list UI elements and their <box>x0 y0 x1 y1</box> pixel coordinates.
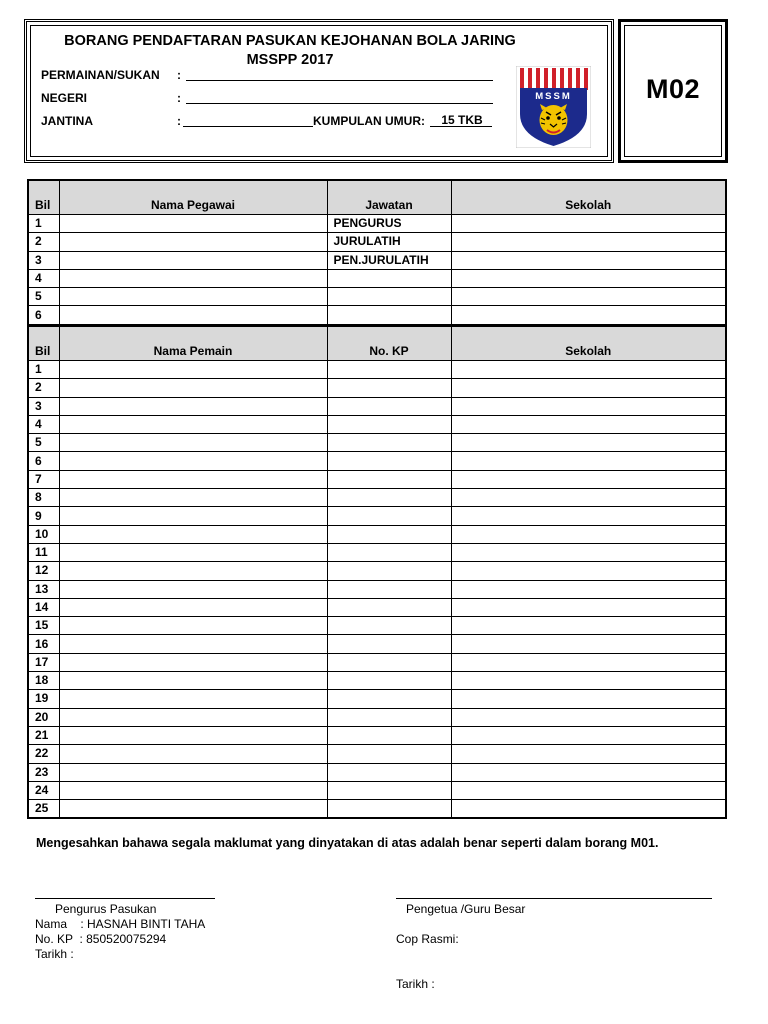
nama-pemain-cell[interactable] <box>59 580 327 598</box>
table-row <box>28 635 726 653</box>
sekolah-cell[interactable] <box>451 306 726 325</box>
nama-pegawai-cell[interactable] <box>59 288 327 306</box>
nama-pemain-cell[interactable] <box>59 635 327 653</box>
sekolah-cell[interactable] <box>451 690 726 708</box>
no-kp-cell[interactable] <box>327 507 451 525</box>
sekolah-cell[interactable] <box>451 470 726 488</box>
nama-pemain-cell[interactable] <box>59 361 327 379</box>
sekolah-cell[interactable] <box>451 763 726 781</box>
sekolah-cell[interactable] <box>451 452 726 470</box>
jantina-label: JANTINA <box>41 114 94 128</box>
sekolah-cell[interactable] <box>451 653 726 671</box>
permainan-field[interactable] <box>186 80 493 81</box>
no-kp-cell[interactable] <box>327 781 451 799</box>
permainan-label: PERMAINAN/SUKAN <box>41 68 160 82</box>
sekolah-cell[interactable] <box>451 233 726 251</box>
nama-pemain-cell[interactable] <box>59 379 327 397</box>
nama-pemain-cell[interactable] <box>59 434 327 452</box>
nama-pemain-cell[interactable] <box>59 452 327 470</box>
confirmation-statement: Mengesahkan bahawa segala maklumat yang dinyatakan di atas adalah benar seperti dalam borang M01. <box>36 836 659 850</box>
table-row <box>28 269 726 287</box>
sekolah-cell[interactable] <box>451 525 726 543</box>
table-row <box>28 690 726 708</box>
nama-pemain-cell[interactable] <box>59 745 327 763</box>
sekolah-cell[interactable] <box>451 580 726 598</box>
no-kp-cell[interactable] <box>327 470 451 488</box>
sekolah-cell[interactable] <box>451 434 726 452</box>
sekolah-cell[interactable] <box>451 800 726 819</box>
row-number: 16 <box>28 635 59 653</box>
column-header-nama-pemain: Nama Pemain <box>59 326 327 361</box>
row-number: 14 <box>28 598 59 616</box>
no-kp-cell[interactable] <box>327 489 451 507</box>
colon: : <box>177 68 181 82</box>
nama-pemain-cell[interactable] <box>59 617 327 635</box>
table-row <box>28 763 726 781</box>
no-kp-cell[interactable] <box>327 397 451 415</box>
table-row <box>28 470 726 488</box>
table-row <box>28 215 726 233</box>
sekolah-cell[interactable] <box>451 288 726 306</box>
nama-pemain-cell[interactable] <box>59 800 327 819</box>
jawatan-cell <box>327 306 451 325</box>
table-row <box>28 653 726 671</box>
row-number: 22 <box>28 745 59 763</box>
kumpulan-umur-label: KUMPULAN UMUR: <box>313 114 425 128</box>
no-kp-cell[interactable] <box>327 525 451 543</box>
table-row <box>28 379 726 397</box>
row-number: 9 <box>28 507 59 525</box>
no-kp-cell[interactable] <box>327 543 451 561</box>
table-row <box>28 233 726 251</box>
colon: : <box>177 114 181 128</box>
nama-pemain-cell[interactable] <box>59 672 327 690</box>
logo-stripes <box>520 68 588 90</box>
form-title: BORANG PENDAFTARAN PASUKAN KEJOHANAN BOLA JARING <box>64 33 516 49</box>
table-row <box>28 397 726 415</box>
row-number: 1 <box>28 215 59 233</box>
no-kp-cell[interactable] <box>327 672 451 690</box>
jawatan-cell <box>327 269 451 287</box>
row-number: 17 <box>28 653 59 671</box>
nama-pemain-cell[interactable] <box>59 489 327 507</box>
sekolah-cell[interactable] <box>451 269 726 287</box>
pengurus-nama: Nama : HASNAH BINTI TAHA <box>35 917 206 931</box>
row-number: 11 <box>28 543 59 561</box>
table-row <box>28 288 726 306</box>
row-number: 19 <box>28 690 59 708</box>
row-number: 10 <box>28 525 59 543</box>
row-number: 4 <box>28 269 59 287</box>
column-header-bil: Bil <box>28 326 59 361</box>
row-number: 3 <box>28 397 59 415</box>
sekolah-cell[interactable] <box>451 745 726 763</box>
nama-pemain-cell[interactable] <box>59 543 327 561</box>
nama-pegawai-cell[interactable] <box>59 306 327 325</box>
column-header-no-kp: No. KP <box>327 326 451 361</box>
pengetua-role: Pengetua /Guru Besar <box>406 902 526 916</box>
column-header-sekolah: Sekolah <box>451 180 726 215</box>
no-kp-cell[interactable] <box>327 635 451 653</box>
sekolah-cell[interactable] <box>451 379 726 397</box>
nama-pemain-cell[interactable] <box>59 726 327 744</box>
nama-pemain-cell[interactable] <box>59 781 327 799</box>
table-row <box>28 781 726 799</box>
row-number: 8 <box>28 489 59 507</box>
no-kp-cell[interactable] <box>327 598 451 616</box>
sekolah-cell[interactable] <box>451 672 726 690</box>
tiger-head-icon <box>540 104 568 135</box>
nama-pemain-cell[interactable] <box>59 525 327 543</box>
pengetua-tarikh: Tarikh : <box>396 977 435 991</box>
kumpulan-umur-value: 15 TKB <box>441 113 483 127</box>
table-row <box>28 562 726 580</box>
table-row <box>28 580 726 598</box>
form-code-box <box>618 19 728 163</box>
table-row <box>28 726 726 744</box>
table-row <box>28 434 726 452</box>
sekolah-cell[interactable] <box>451 489 726 507</box>
table-row <box>28 525 726 543</box>
no-kp-cell[interactable] <box>327 726 451 744</box>
no-kp-cell[interactable] <box>327 580 451 598</box>
pengurus-no-kp: No. KP : 850520075294 <box>35 932 167 946</box>
column-header-jawatan: Jawatan <box>327 180 451 215</box>
row-number: 13 <box>28 580 59 598</box>
row-number: 2 <box>28 233 59 251</box>
sekolah-cell[interactable] <box>451 361 726 379</box>
colon: : <box>177 91 181 105</box>
row-number: 2 <box>28 379 59 397</box>
no-kp-cell[interactable] <box>327 708 451 726</box>
jawatan-cell: PEN.JURULATIH <box>327 251 451 269</box>
nama-pemain-cell[interactable] <box>59 562 327 580</box>
sekolah-cell[interactable] <box>451 781 726 799</box>
nama-pemain-cell[interactable] <box>59 598 327 616</box>
nama-pemain-cell[interactable] <box>59 653 327 671</box>
sekolah-cell[interactable] <box>451 726 726 744</box>
sekolah-cell[interactable] <box>451 251 726 269</box>
no-kp-cell[interactable] <box>327 415 451 433</box>
row-number: 3 <box>28 251 59 269</box>
jawatan-cell: JURULATIH <box>327 233 451 251</box>
column-header-nama-pegawai: Nama Pegawai <box>59 180 327 215</box>
row-number: 4 <box>28 415 59 433</box>
row-number: 6 <box>28 452 59 470</box>
logo-text: MSSM <box>535 91 572 102</box>
row-number: 20 <box>28 708 59 726</box>
table-row <box>28 306 726 325</box>
row-number: 7 <box>28 470 59 488</box>
no-kp-cell[interactable] <box>327 653 451 671</box>
mssm-logo <box>516 66 591 148</box>
pengurus-signature-line[interactable] <box>35 898 215 899</box>
row-number: 24 <box>28 781 59 799</box>
nama-pemain-cell[interactable] <box>59 690 327 708</box>
no-kp-cell[interactable] <box>327 690 451 708</box>
cop-rasmi-label: Cop Rasmi: <box>396 932 459 946</box>
table-row <box>28 598 726 616</box>
table-row <box>28 415 726 433</box>
nama-pemain-cell[interactable] <box>59 397 327 415</box>
pengurus-tarikh: Tarikh : <box>35 947 74 961</box>
sekolah-cell[interactable] <box>451 507 726 525</box>
no-kp-cell[interactable] <box>327 745 451 763</box>
nama-pemain-cell[interactable] <box>59 415 327 433</box>
no-kp-cell[interactable] <box>327 434 451 452</box>
table-row <box>28 617 726 635</box>
nama-pemain-cell[interactable] <box>59 708 327 726</box>
pengurus-role: Pengurus Pasukan <box>55 902 157 916</box>
row-number: 12 <box>28 562 59 580</box>
no-kp-cell[interactable] <box>327 800 451 819</box>
nama-pemain-cell[interactable] <box>59 470 327 488</box>
no-kp-cell[interactable] <box>327 361 451 379</box>
nama-pemain-cell[interactable] <box>59 507 327 525</box>
no-kp-cell[interactable] <box>327 452 451 470</box>
form-code: M02 <box>645 74 701 104</box>
row-number: 5 <box>28 288 59 306</box>
jantina-field[interactable] <box>183 126 313 127</box>
sekolah-cell[interactable] <box>451 635 726 653</box>
nama-pegawai-cell[interactable] <box>59 233 327 251</box>
sekolah-cell[interactable] <box>451 598 726 616</box>
no-kp-cell[interactable] <box>327 763 451 781</box>
row-number: 18 <box>28 672 59 690</box>
pengetua-signature-line[interactable] <box>396 898 712 899</box>
no-kp-cell[interactable] <box>327 562 451 580</box>
row-number: 1 <box>28 361 59 379</box>
row-number: 21 <box>28 726 59 744</box>
nama-pegawai-cell[interactable] <box>59 269 327 287</box>
form-subtitle: MSSPP 2017 <box>246 52 334 68</box>
sekolah-cell[interactable] <box>451 415 726 433</box>
no-kp-cell[interactable] <box>327 617 451 635</box>
sekolah-cell[interactable] <box>451 562 726 580</box>
sekolah-cell[interactable] <box>451 543 726 561</box>
table-row <box>28 543 726 561</box>
table-row <box>28 452 726 470</box>
sekolah-cell[interactable] <box>451 215 726 233</box>
nama-pegawai-cell[interactable] <box>59 215 327 233</box>
sekolah-cell[interactable] <box>451 617 726 635</box>
row-number: 6 <box>28 306 59 325</box>
jawatan-cell: PENGURUS <box>327 215 451 233</box>
column-header-sekolah: Sekolah <box>451 326 726 361</box>
sekolah-cell[interactable] <box>451 708 726 726</box>
table-row <box>28 672 726 690</box>
table-row <box>28 489 726 507</box>
table-row <box>28 800 726 819</box>
table-row <box>28 745 726 763</box>
row-number: 25 <box>28 800 59 819</box>
negeri-label: NEGERI <box>41 91 88 105</box>
players-table <box>27 325 727 819</box>
jawatan-cell <box>327 288 451 306</box>
table-row <box>28 708 726 726</box>
nama-pegawai-cell[interactable] <box>59 251 327 269</box>
table-row <box>28 361 726 379</box>
row-number: 15 <box>28 617 59 635</box>
officials-table <box>27 179 727 326</box>
sekolah-cell[interactable] <box>451 397 726 415</box>
column-header-bil: Bil <box>28 180 59 215</box>
negeri-field[interactable] <box>186 103 493 104</box>
row-number: 5 <box>28 434 59 452</box>
table-row <box>28 507 726 525</box>
table-row <box>28 251 726 269</box>
no-kp-cell[interactable] <box>327 379 451 397</box>
row-number: 23 <box>28 763 59 781</box>
nama-pemain-cell[interactable] <box>59 763 327 781</box>
